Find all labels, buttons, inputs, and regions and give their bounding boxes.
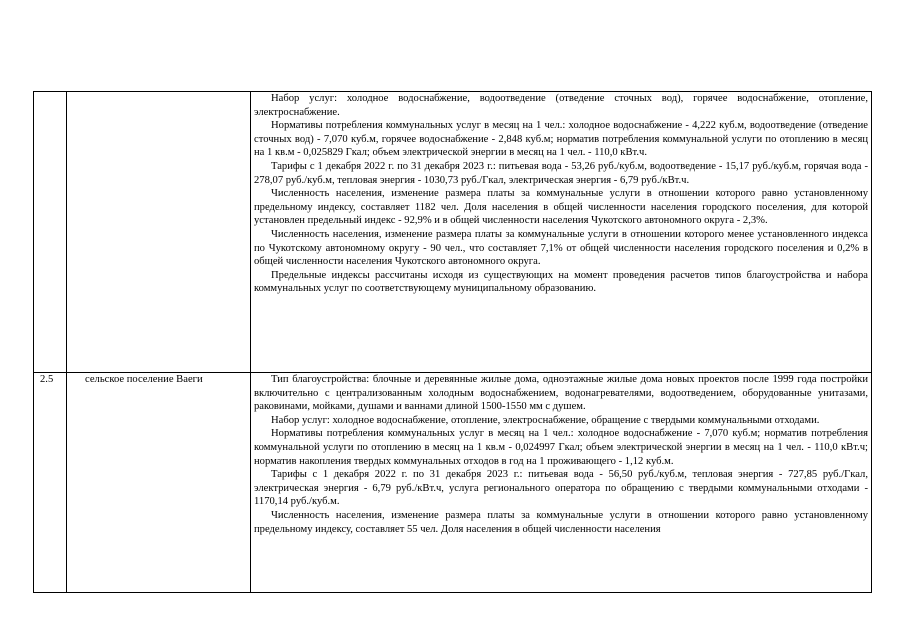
row-number bbox=[34, 92, 67, 373]
table-row bbox=[34, 92, 872, 373]
paragraph: Нормативы потребления коммунальных услуг в месяц на 1 чел.: холодное водоснабжение - 7,070 куб.м; норматив потребления коммунальной услуги по отоплению в месяц на 1 кв.м - 0,024997 Гкал; объем электрической энергии в месяц на 1 чел. - 110,0 кВт.ч; норматив накопления твердых коммунальных отходов в год на 1 проживающего - 1,12 куб.м. bbox=[254, 428, 868, 467]
paragraph: Набор услуг: холодное водоснабжение, отопление, электроснабжение, обращение с твердыми коммунальными отходами. bbox=[271, 414, 820, 426]
paragraph: Численность населения, изменение размера платы за коммунальные услуги в отношении которого равно установленному предельному индексу, составляет 1182 чел. Доля населения в общей численности населения городского поселения, для которой установлен предельный индекс - 92,9% и в общей численности населения Чукотского автономного округа - 2,3%. bbox=[254, 188, 868, 227]
municipality-name: сельское поселение Ваеги bbox=[67, 373, 251, 593]
paragraph: Численность населения, изменение размера платы за коммунальные услуги в отношении которого равно установленному предельному индексу, составляет 55 чел. Доля населения в общей численности населения bbox=[254, 509, 868, 535]
row-number: 2.5 bbox=[34, 373, 67, 593]
tariff-table bbox=[33, 91, 872, 593]
paragraph: Численность населения, изменение размера платы за коммунальные услуги в отношении которого менее установленного индекса по Чукотскому автономному округу - 90 чел., что составляет 7,1% от общей численности населения городского поселения и 0,2% в общей численности населения Чукотского автономного округа. bbox=[254, 228, 868, 268]
municipality-name bbox=[67, 92, 251, 373]
paragraph: Набор услуг: холодное водоснабжение, водоотведение (отведение сточных вод), горячее водоснабжение, отопление, электроснабжение. bbox=[254, 93, 868, 118]
paragraph: Тарифы с 1 декабря 2022 г. по 31 декабря 2023 г.: питьевая вода - 53,26 руб./куб.м, водоотведение - 15,17 руб./куб.м, горячая вода - 278,07 руб./куб.м, тепловая энергия - 1030,73 руб./Гкал, электрическая энергия - 6,79 руб./кВт.ч. bbox=[254, 160, 868, 186]
paragraph: Нормативы потребления коммунальных услуг в месяц на 1 чел.: холодное водоснабжение - 4,222 куб.м, водоотведение (отведение сточных вод) - 7,070 куб.м, горячее водоснабжение - 2,848 куб.м; норматив потребления коммунальной услуги по отоплению в месяц на 1 кв.м - 0,025829 Гкал; объем электрической энергии в месяц на 1 чел. - 110,0 кВт.ч. bbox=[254, 120, 868, 159]
description-cell bbox=[251, 92, 872, 373]
paragraph: Предельные индексы рассчитаны исходя из существующих на момент проведения расчетов типов благоустройства и набора коммунальных услуг по соответствующему муниципальному образованию. bbox=[254, 269, 868, 295]
paragraph: Тарифы с 1 декабря 2022 г. по 31 декабря 2023 г.: питьевая вода - 56,50 руб./куб.м, тепловая энергия - 727,85 руб./Гкал, электрическая энергия - 6,79 руб./кВт.ч, услуга регионального оператора по обращению с твердыми коммунальными отходами - 1170,14 руб./куб.м. bbox=[254, 469, 868, 508]
description-cell bbox=[251, 373, 872, 593]
paragraph: Тип благоустройства: блочные и деревянные жилые дома, одноэтажные жилые дома новых проектов после 1999 года постройки включительно с централизованным холодным водоснабжением, водонагревателями, водоотведением, оборудованные унитазами, раковинами, мойками, душами и ваннами длиной 1500-1550 мм с душем. bbox=[254, 374, 868, 413]
table-row bbox=[34, 373, 872, 593]
